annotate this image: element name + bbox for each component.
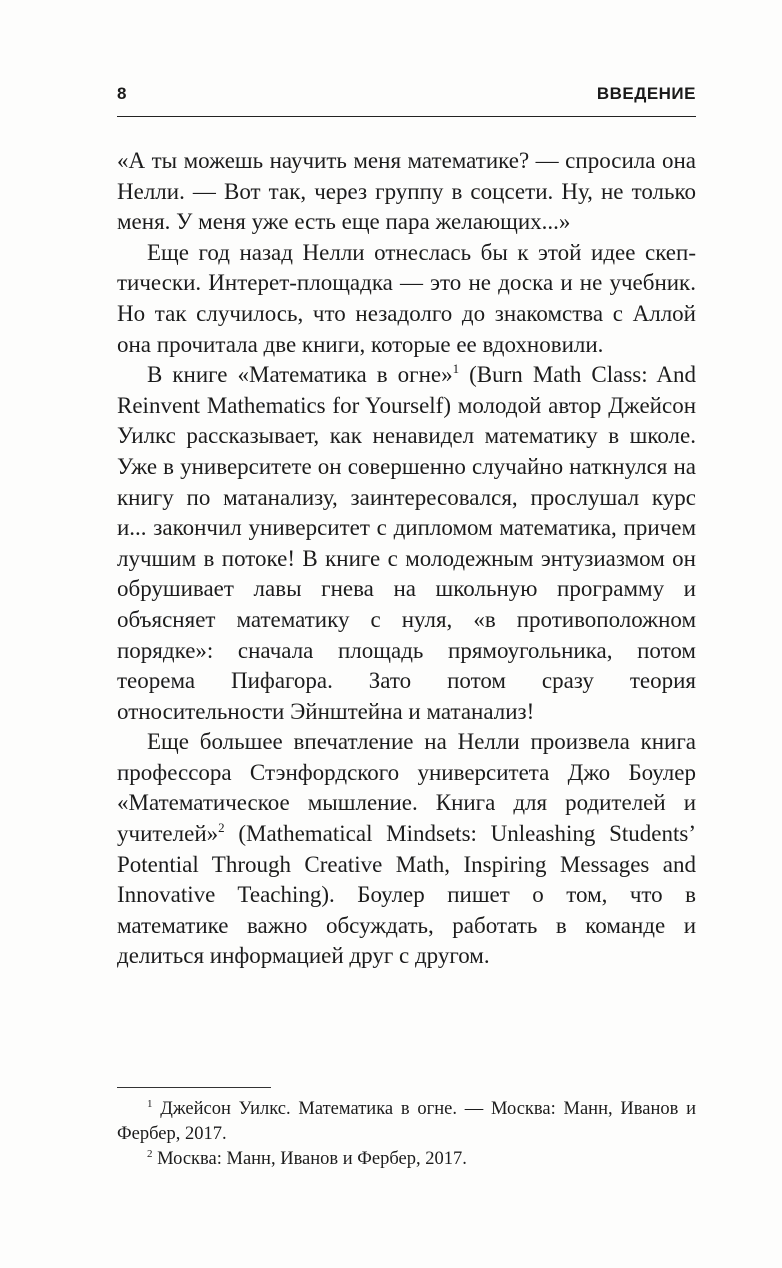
page-number: 8: [117, 84, 127, 103]
body-text: [117, 146, 696, 972]
footnote-2: [117, 1147, 696, 1172]
paragraph-2: Еще год назад Нелли отнеслась бы к этой идее скептически. Интерет-площадка — это не доска и не учебник. Но так случилось, что незадолго до знакомства с Аллой она прочитала две книги, которые ее вдохновили.: [117, 239, 696, 357]
paragraph-3: [117, 360, 696, 727]
paragraph-4-end: (Mathematical Mindsets: Unleashing Students’ Potential Through Creative Math, Inspiring Messages and Innovative Teaching). Боулер пишет о том, что в математике важно обсуждать, работать в команде и делиться информацией друг с другом.: [117, 821, 696, 969]
header-rule: [117, 116, 696, 117]
paragraph-3-start: В книге «Математика в огне»: [147, 362, 453, 388]
paragraph-1: «А ты можешь научить меня математике? — спросила она Нелли. — Вот так, через группу в соцсети. Ну, не только меня. У меня уже есть еще пара желающих...»: [117, 148, 696, 235]
running-header: [117, 84, 696, 110]
footnote-ref-1: 1: [452, 361, 460, 377]
footnote-1: [117, 1097, 696, 1147]
footnotes: [117, 1097, 696, 1172]
footnote-text-2: Москва: Манн, Иванов и Фербер, 2017.: [152, 1149, 467, 1169]
paragraph-4: [117, 727, 696, 972]
footnote-text-1: Джейсон Уилкс. Математика в огне. — Москва: Манн, Иванов и Фербер, 2017.: [117, 1099, 696, 1144]
footnote-ref-2: 2: [218, 820, 225, 836]
footnote-number-2: 2: [147, 1148, 153, 1160]
footnote-rule: [117, 1087, 271, 1088]
section-title: ВВЕДЕНИЕ: [596, 84, 696, 103]
paragraph-3-end: (Burn Math Class: And Reinvent Mathematics for Yourself) молодой автор Джейсон Уилкс рассказывает, как ненавидел математику в школе. Уже в университете он совершенно случайно наткнулся на книгу по матанализу, заинтересовался, прослушал курс и... закончил университет с дипломом математика, причем лучшим в потоке! В книге с молодежным энтузиазмом он обрушивает лавы гнева на школьную программу и объясняет математику с нуля, «в противоположном порядке»: сначала площадь прямоугольника, потом теорема Пифагора. Зато потом сразу теория относительности Эйнштейна и матанализ!: [117, 362, 697, 724]
paragraph-4-start: Еще большее впечатление на Нелли произвела книга профессора Стэнфордского университета Джо Боулер «Математическое мышление. Книга для родителей и учителей»: [117, 729, 696, 847]
footnote-number-1: 1: [147, 1098, 153, 1110]
